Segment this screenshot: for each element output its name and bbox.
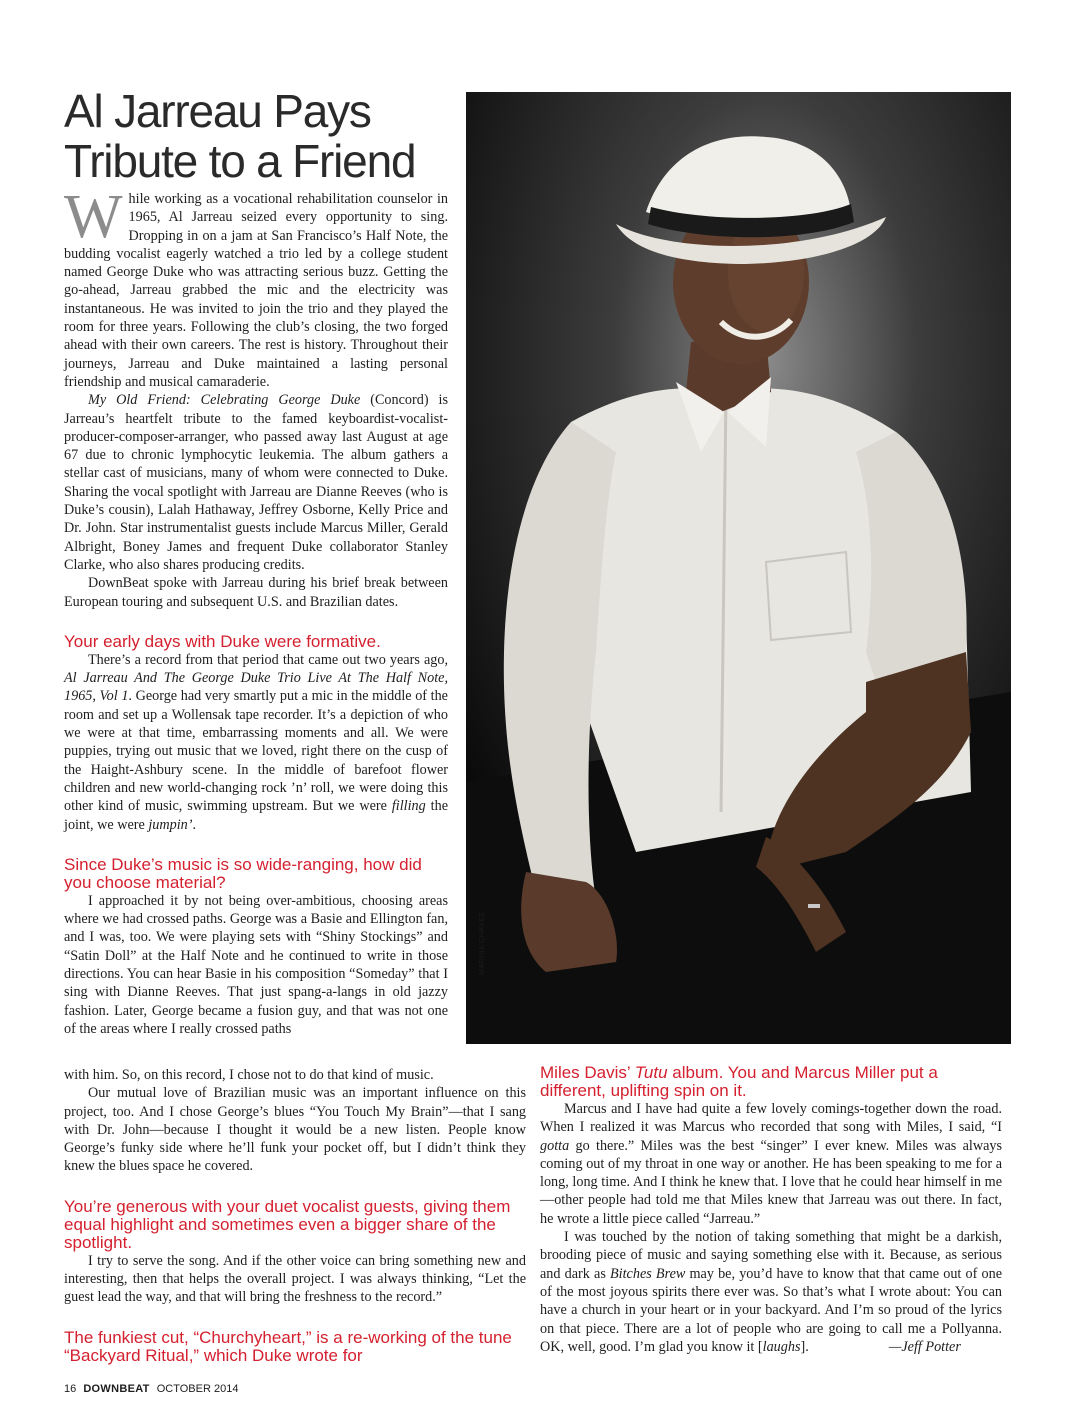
question-3: You’re generous with your duet vocalist guests, giving them equal highlight and sometimes even a bigger share of the spotlight. (64, 1196, 511, 1252)
question-4-end (540, 1064, 1002, 1100)
intro-paragraph-3: DownBeat spoke with Jarreau during his brief break between European touring and subsequent U.S. and Brazilian dates. (64, 575, 448, 610)
magazine-name: DOWNBEAT (83, 1383, 150, 1395)
q4-text-a: Miles Davis’ (540, 1063, 635, 1082)
bottom-left-column (64, 1066, 526, 1365)
author-signature: —Jeff Potter (888, 1338, 961, 1355)
right-column (540, 1064, 1002, 1356)
answer-4-paragraph-2 (540, 1228, 1002, 1356)
answer-1-text-d: . (192, 816, 196, 833)
answer-1-text-b: . George had very smartly put a mic in the middle of the room and set up a Wollensak tape recorder. It’s a depiction of who we were at that time, embarrassing moments and all. We were puppies, trying out music that we loved, right there on the cusp of the Haight-Ashbury scene. In the middle of barefoot flower children and new world-changing rock ’n’ roll, we were doing this other kind of music, swimming upstream. But we were (64, 688, 448, 815)
page-number: 16 (64, 1383, 77, 1395)
a4-p2-text-a: I was touched by the notion of taking something that might be a darkish, brooding piece of music and saying something else with it. Because, as serious and dark as (540, 1229, 1002, 1282)
photo-credit: MARINA CHAVEZ (479, 911, 486, 975)
intro-text-1: hile working as a vocational rehabilitation counselor in 1965, Al Jarreau seized every opportunity to sing. Dropping in on a jam at San Francisco’s Half Note, the budding vocalist eagerly watched a trio led by a college student named George Duke who was attracting serious buzz. Getting the go-ahead, Jarreau grabbed the mic and the electricity was instantaneous. He was invited to join the trio and they played the room for three years. Following the club’s closing, the two forged ahead with their own careers. The rest is history. Throughout their journeys, Jarreau and Duke maintained a lasting personal friendship and musical camaraderie. (64, 191, 448, 390)
a4-text-a: Marcus and I have had quite a few lovely comings-together down the road. When I realized it was Marcus who recorded that song with Miles, I said, “I (540, 1101, 1002, 1136)
question-4-start: The funkiest cut, “Churchyheart,” is a re-working of the tune “Backyard Ritual,” which Duke wrote for (64, 1327, 512, 1365)
page-footer (64, 1383, 238, 1395)
a4-emphasis: gotta (540, 1137, 570, 1154)
answer-4-paragraph-1 (540, 1100, 1002, 1228)
a4-p2-text-c: ]. (800, 1338, 809, 1355)
title-line-2: Tribute to a Friend (64, 135, 416, 187)
a4-text-b: go there.” Miles was the best “singer” I ever knew. Miles was always coming out of my throat in one way or another. He has been speaking to me for a long, long time. And I think he knew that. I love that he could hear himself in me—other people had told me that Miles knew that Jarreau was out there. In fact, he wrote a little piece called “Jarreau.” (540, 1137, 1002, 1227)
article-title (64, 86, 464, 186)
portrait-illustration (466, 92, 1011, 1044)
answer-1-emphasis-1: filling (391, 798, 426, 815)
a4-p2-album: Bitches Brew (610, 1265, 686, 1282)
intro-paragraph-2 (64, 391, 448, 574)
issue-date: OCTOBER 2014 (156, 1383, 239, 1395)
drop-cap: W (64, 183, 123, 251)
answer-1-record-title: Al Jarreau And The George Duke Trio Live At The Half Note, 1965, Vol 1 (64, 670, 448, 705)
question-1: Your early days with Duke were formative. (64, 631, 381, 651)
answer-2-paragraph-1-end: with him. So, on this record, I chose not to do that kind of music. (64, 1067, 434, 1083)
answer-2-paragraph-2: Our mutual love of Brazilian music was an important influence on this project, too. And I chose George’s blues “You Touch My Brain”—that I sang with Dr. John—because I thought it would be a new listen. People know George’s funky side where he’ll funk your pocket off, but I didn’t think they knew the blues space he covered. (64, 1085, 526, 1175)
album-title: My Old Friend: Celebrating George Duke (88, 392, 361, 409)
answer-1-text-c: the joint, we were (64, 798, 448, 833)
q4-text-b: album. You and Marcus Miller put a different, uplifting spin on it. (540, 1063, 938, 1100)
a4-p2-text-b: may be, you’d have to know that that came out of one of the most joyous spirits there ever was. So that’s what I wrote about: You can have a church in your heart or in your backyard. And I’m so proud of the lyrics on that piece. There are a lot of people who are going to call me a Pollyanna. OK, well, good. I’m glad you know it [ (540, 1265, 1002, 1355)
a4-p2-laughs: laughs (762, 1338, 801, 1355)
intro-paragraph-1 (64, 183, 448, 391)
title-line-1: Al Jarreau Pays (64, 85, 371, 137)
answer-1-text-a: There’s a record from that period that came out two years ago, (88, 651, 448, 668)
intro-text-2: (Concord) is Jarreau’s heartfelt tribute to the famed keyboardist-vocalist-producer-composer-arranger, who passed away last August at age 67 due to chronic lymphocytic leukemia. The album gathers a stellar cast of musicians, many of whom were connected to Duke. Sharing the vocal spotlight with Jarreau are Dianne Reeves (who is Duke’s cousin), Lalah Hathaway, Jeffrey Osborne, Kelly Price and Dr. John. Star instrumentalist guests include Marcus Miller, Gerald Albright, Boney James and frequent Duke collaborator Stanley Clarke, who also shares producing credits. (64, 392, 448, 573)
q4-album: Tutu (634, 1063, 668, 1082)
answer-1 (64, 651, 448, 834)
portrait-photo (466, 92, 1011, 1044)
question-2: Since Duke’s music is so wide-ranging, how did you choose material? (64, 854, 422, 892)
left-column (64, 183, 448, 1038)
answer-2-paragraph-1: I approached it by not being over-ambitious, choosing areas where we had crossed paths. George was a Basie and Ellington fan, and I was, too. We were playing sets with “Shiny Stockings” and “Satin Doll” at the Half Note and he continued to write in those directions. You can hear Basie in his composition “Someday” that I sing with Dianne Reeves. That just spang-a-langs in old jazzy fashion. Later, George became a fusion guy, and that was not one of the areas where I really crossed paths (64, 892, 448, 1037)
answer-3: I try to serve the song. And if the other voice can bring something new and interesting, then that helps the overall project. I was always thinking, “Let the guest lead the way, and that will bring the freshness to the record.” (64, 1252, 526, 1306)
answer-1-emphasis-2: jumpin’ (148, 816, 193, 833)
